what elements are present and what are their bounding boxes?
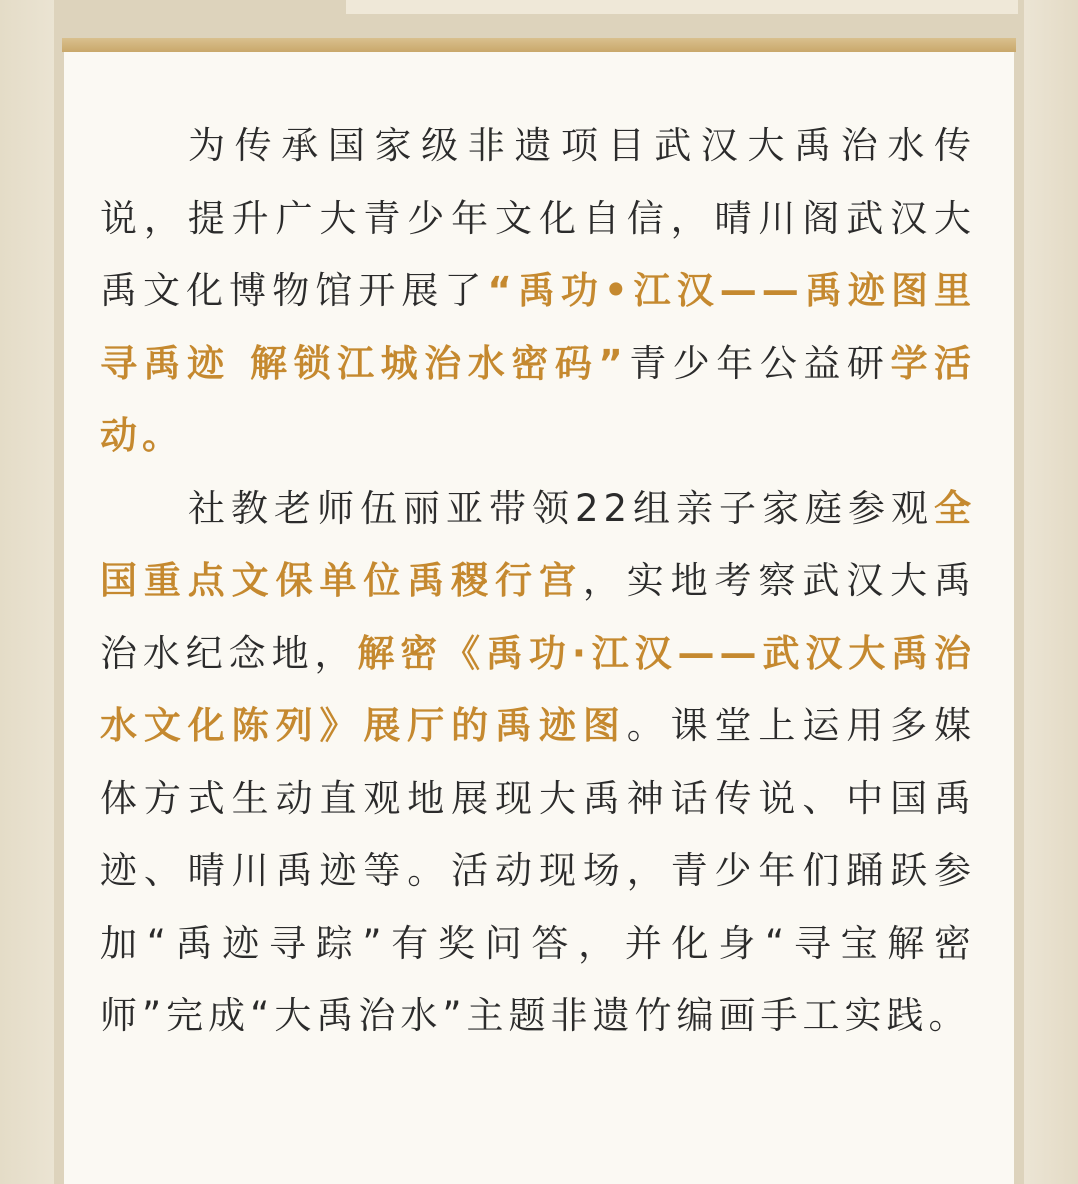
highlight-run: 全国重点文保单位禹稷行宫 — [100, 486, 976, 602]
highlight-run: “禹功•江汉——禹迹图里寻禹迹 解锁江城治水密码” — [100, 269, 977, 385]
text-run: 。课堂上运用多媒体方式生动直观地展现大禹神话传说、中国禹迹、晴川禹迹等。活动现场，青少年们踊跃参加“禹迹寻踪”有奖问答，并化身“寻宝解密师”完成“大禹治水”主题非遗竹编画手工实践。 — [100, 704, 977, 1037]
gold-band — [62, 38, 1016, 52]
paragraph-2 — [100, 473, 976, 1053]
article-body — [100, 110, 976, 1053]
background-right — [1022, 0, 1078, 1184]
text-run: 为传承国家级非遗项目武汉大禹治水传说，提升广大青少年文化自信，晴川阁武汉大禹文化博物馆开展了 — [100, 124, 976, 312]
text-run: 青少年公益研 — [627, 341, 891, 385]
highlight-run: 学活动。 — [100, 341, 977, 457]
paragraph-1 — [100, 110, 976, 473]
top-plate — [346, 0, 1018, 14]
text-run: 社教老师伍丽亚带领22组亲子家庭参观 — [188, 486, 934, 530]
background-left — [0, 0, 56, 1184]
text-run: ，实地考察武汉大禹治水纪念地， — [100, 559, 977, 675]
highlight-run: 解密《禹功·江汉——武汉大禹治水文化陈列》展厅的禹迹图 — [100, 631, 977, 747]
